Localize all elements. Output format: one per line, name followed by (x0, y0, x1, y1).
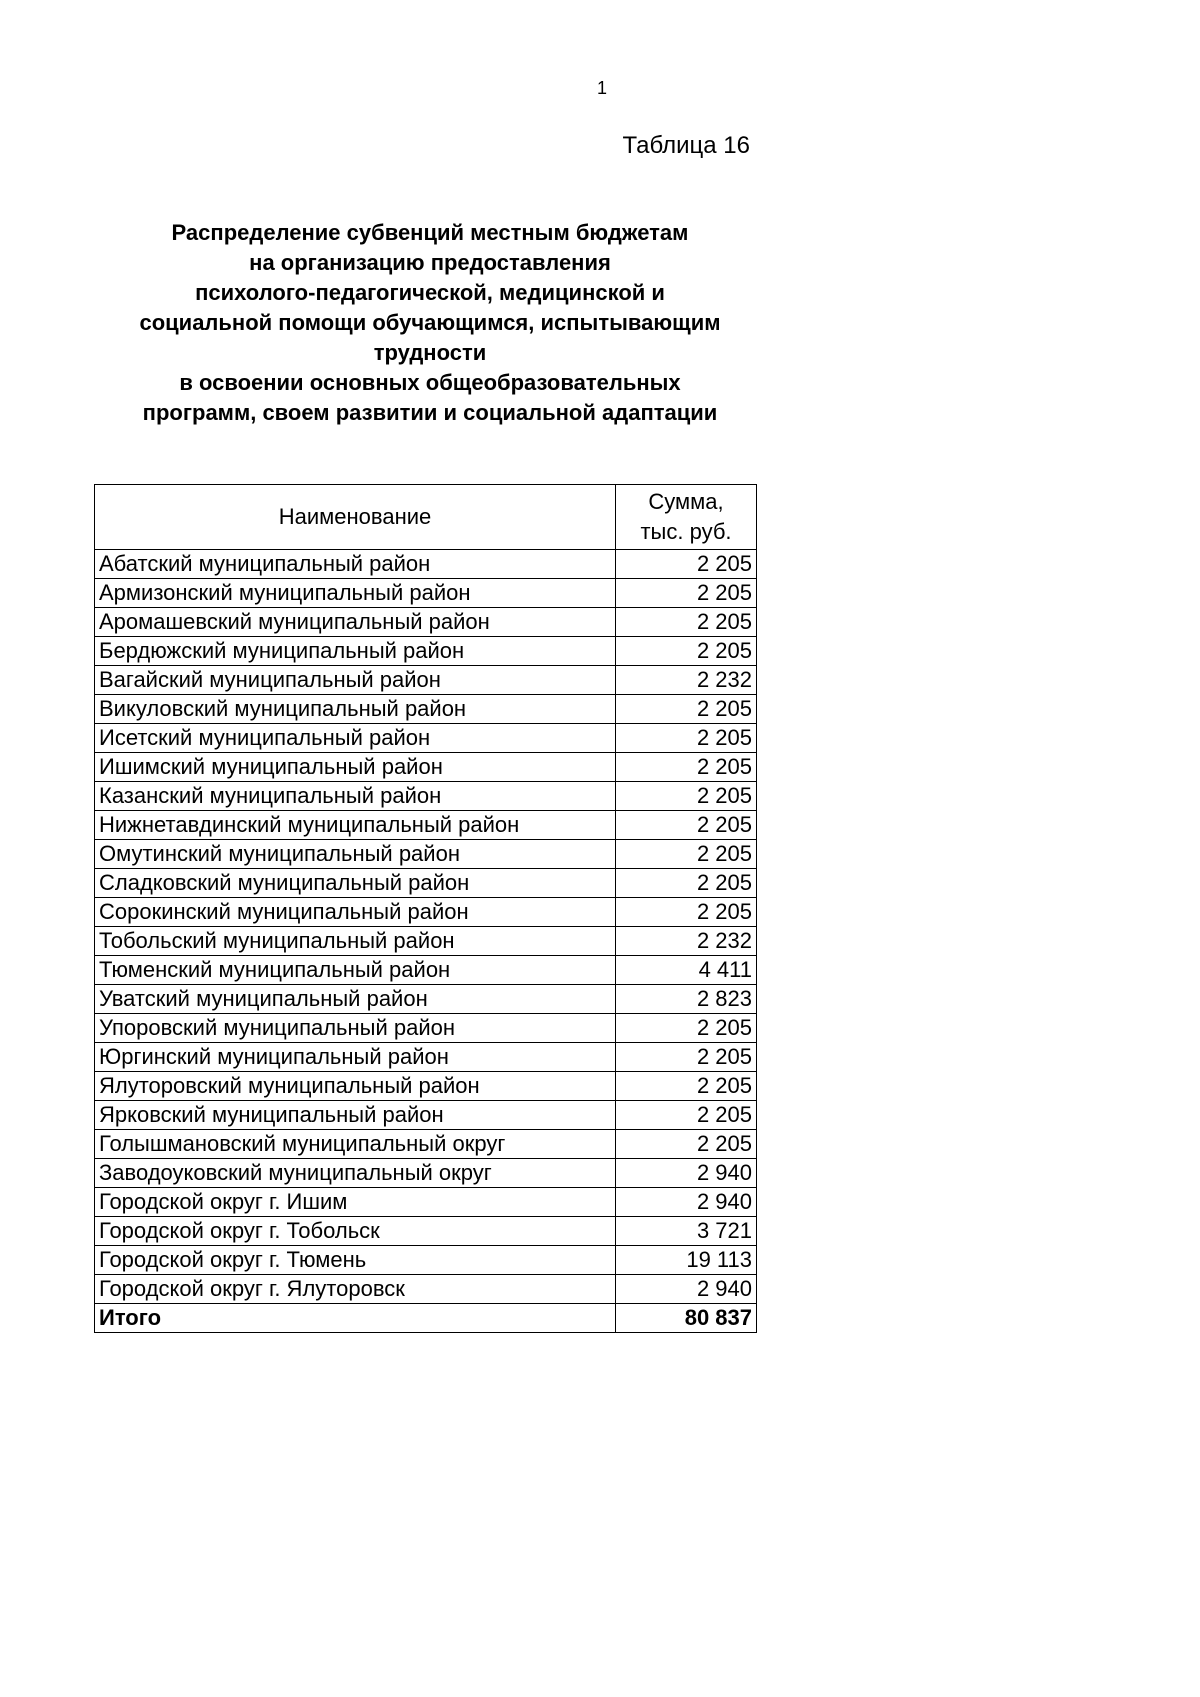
table-row (95, 753, 757, 782)
total-label: Итого (95, 1304, 616, 1333)
table-row (95, 956, 757, 985)
table-number: Таблица 16 (622, 132, 750, 159)
row-name: Ишимский муниципальный район (95, 753, 616, 782)
table-body (95, 550, 757, 1304)
title-line: на организацию предоставления (249, 250, 611, 275)
table-header-row (95, 485, 757, 550)
row-name: Абатский муниципальный район (95, 550, 616, 579)
total-row (95, 1304, 757, 1333)
row-amount: 2 205 (616, 608, 757, 637)
table-row (95, 1188, 757, 1217)
row-amount: 2 940 (616, 1159, 757, 1188)
row-name: Викуловский муниципальный район (95, 695, 616, 724)
row-name: Нижнетавдинский муниципальный район (95, 811, 616, 840)
row-amount: 2 205 (616, 724, 757, 753)
row-name: Городской округ г. Тобольск (95, 1217, 616, 1246)
row-amount: 2 205 (616, 1072, 757, 1101)
document-title (90, 218, 770, 428)
row-name: Упоровский муниципальный район (95, 1014, 616, 1043)
row-amount: 2 205 (616, 1130, 757, 1159)
row-name: Тобольский муниципальный район (95, 927, 616, 956)
table-row (95, 695, 757, 724)
row-amount: 3 721 (616, 1217, 757, 1246)
title-line: в освоении основных общеобразовательных (179, 370, 681, 395)
table-row (95, 1159, 757, 1188)
row-name: Городской округ г. Ялуторовск (95, 1275, 616, 1304)
table-row (95, 1072, 757, 1101)
row-name: Казанский муниципальный район (95, 782, 616, 811)
row-name: Городской округ г. Ишим (95, 1188, 616, 1217)
table-row (95, 579, 757, 608)
row-amount: 2 205 (616, 695, 757, 724)
row-name: Омутинский муниципальный район (95, 840, 616, 869)
row-name: Ярковский муниципальный район (95, 1101, 616, 1130)
title-line: психолого-педагогической, медицинской и (195, 280, 665, 305)
row-amount: 2 205 (616, 840, 757, 869)
row-amount: 2 205 (616, 550, 757, 579)
row-name: Аромашевский муниципальный район (95, 608, 616, 637)
page-number: 1 (596, 78, 607, 98)
row-name: Вагайский муниципальный район (95, 666, 616, 695)
row-name: Армизонский муниципальный район (95, 579, 616, 608)
table-row (95, 985, 757, 1014)
title-line: Распределение субвенций местным бюджетам (171, 220, 689, 245)
row-amount: 2 205 (616, 1043, 757, 1072)
row-amount: 2 205 (616, 1101, 757, 1130)
table-row (95, 1130, 757, 1159)
row-name: Ялуторовский муниципальный район (95, 1072, 616, 1101)
table-row (95, 927, 757, 956)
row-amount: 2 205 (616, 753, 757, 782)
table-row (95, 1043, 757, 1072)
row-amount: 19 113 (616, 1246, 757, 1275)
row-amount: 2 205 (616, 782, 757, 811)
table-row (95, 1275, 757, 1304)
table-row (95, 1217, 757, 1246)
table-row (95, 840, 757, 869)
row-name: Городской округ г. Тюмень (95, 1246, 616, 1275)
table-row (95, 1014, 757, 1043)
row-amount: 2 823 (616, 985, 757, 1014)
row-name: Сорокинский муниципальный район (95, 898, 616, 927)
row-name: Уватский муниципальный район (95, 985, 616, 1014)
table-row (95, 724, 757, 753)
total-amount: 80 837 (616, 1304, 757, 1333)
table-row (95, 869, 757, 898)
table-row (95, 782, 757, 811)
row-name: Исетский муниципальный район (95, 724, 616, 753)
row-amount: 2 205 (616, 869, 757, 898)
header-amount-line2: тыс. руб. (640, 519, 732, 544)
subvention-table (94, 484, 757, 1333)
table-row (95, 811, 757, 840)
row-name: Сладковский муниципальный район (95, 869, 616, 898)
row-amount: 2 205 (616, 579, 757, 608)
header-amount (616, 485, 757, 550)
header-name: Наименование (95, 485, 616, 550)
row-amount: 2 940 (616, 1275, 757, 1304)
row-amount: 2 205 (616, 898, 757, 927)
row-amount: 2 205 (616, 637, 757, 666)
row-amount: 2 232 (616, 666, 757, 695)
table-row (95, 898, 757, 927)
row-name: Голышмановский муниципальный округ (95, 1130, 616, 1159)
title-line: трудности (373, 340, 487, 365)
row-amount: 2 232 (616, 927, 757, 956)
row-amount: 4 411 (616, 956, 757, 985)
row-amount: 2 940 (616, 1188, 757, 1217)
table-row (95, 1101, 757, 1130)
row-name: Юргинский муниципальный район (95, 1043, 616, 1072)
row-name: Тюменский муниципальный район (95, 956, 616, 985)
row-name: Заводоуковский муниципальный округ (95, 1159, 616, 1188)
title-line: программ, своем развитии и социальной адаптации (142, 400, 718, 425)
table-row (95, 637, 757, 666)
title-line: социальной помощи обучающимся, испытывающим (139, 310, 721, 335)
header-amount-line1: Сумма, (648, 489, 724, 514)
row-name: Бердюжский муниципальный район (95, 637, 616, 666)
table-row (95, 608, 757, 637)
table-row (95, 550, 757, 579)
table-row (95, 1246, 757, 1275)
table-row (95, 666, 757, 695)
row-amount: 2 205 (616, 811, 757, 840)
row-amount: 2 205 (616, 1014, 757, 1043)
